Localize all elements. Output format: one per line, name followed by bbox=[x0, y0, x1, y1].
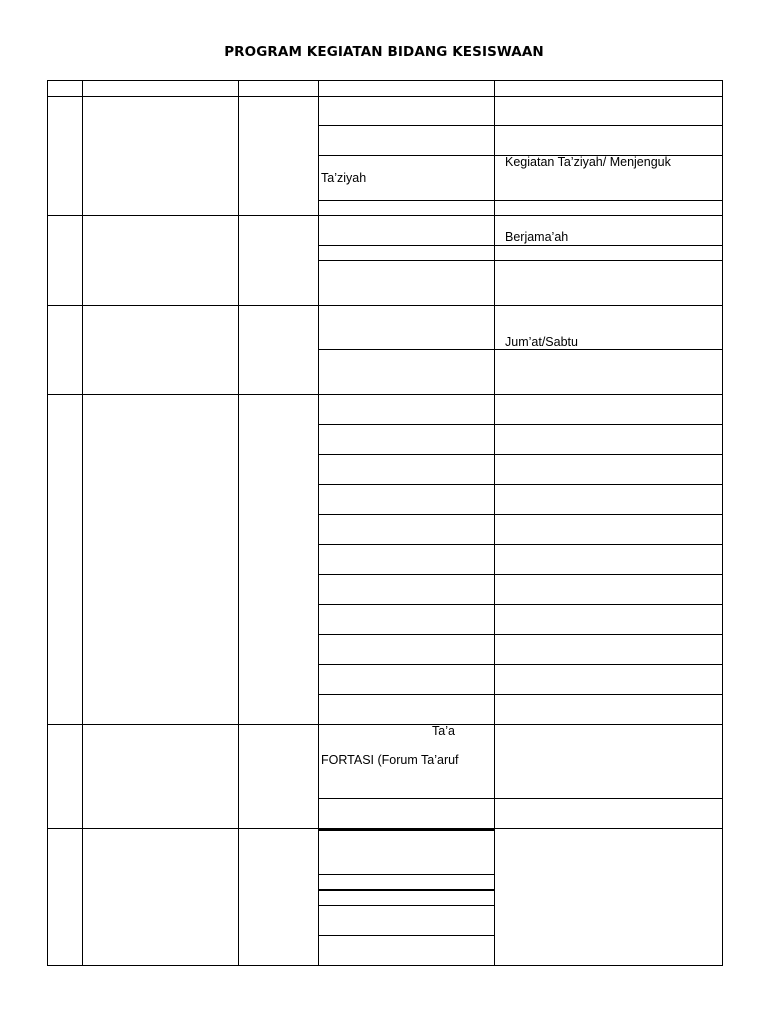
cell-taziyah-activity: Ta’ziyah bbox=[321, 171, 367, 185]
page-title: PROGRAM KEGIATAN BIDANG KESISWAAN bbox=[224, 44, 544, 60]
cell-jumat-sabtu: Jum’at/Sabtu bbox=[505, 335, 578, 349]
cell-taa: Ta’a bbox=[432, 724, 455, 738]
cell-fortasi: FORTASI (Forum Ta’aruf bbox=[321, 753, 459, 767]
cell-berjamaah: Berjama’ah bbox=[505, 230, 569, 244]
cell-taziyah-description: Kegiatan Ta’ziyah/ Menjenguk bbox=[505, 155, 671, 169]
table-border bbox=[48, 81, 723, 966]
